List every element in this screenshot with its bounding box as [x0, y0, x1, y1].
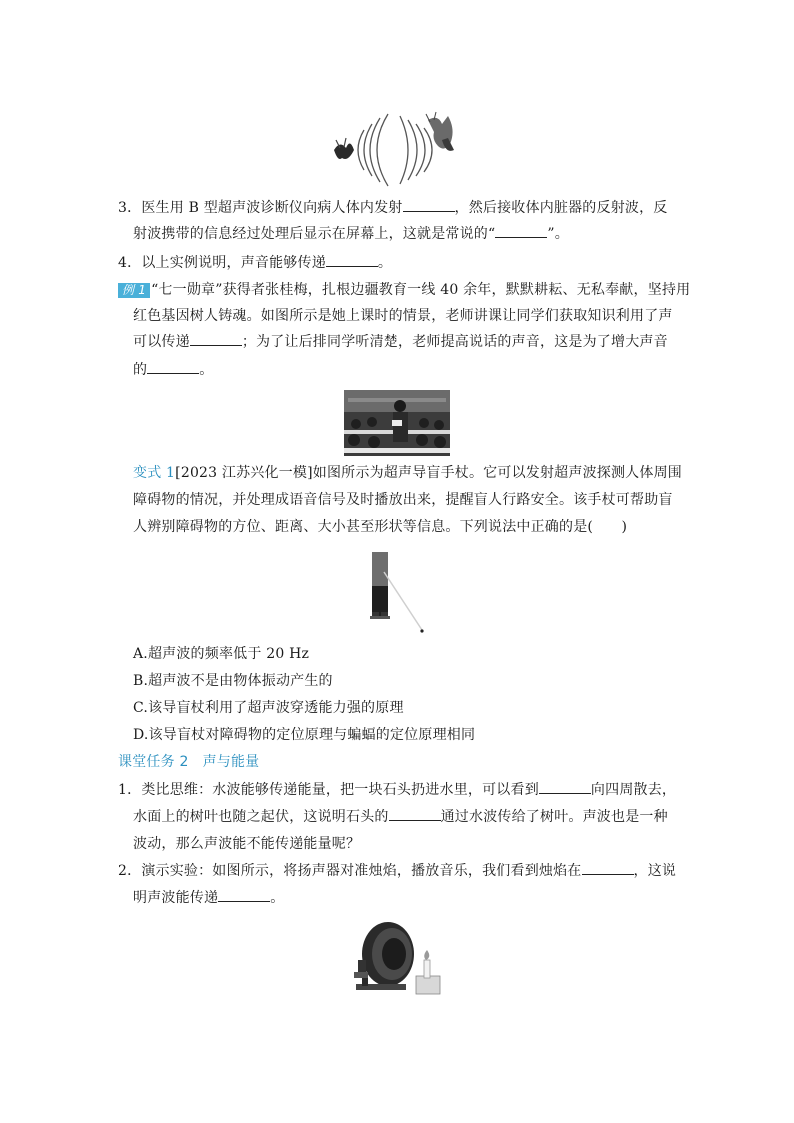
task-2-question-1-line2: 水面上的树叶也随之起伏，这说明石头的 通过水波传给了树叶。声波也是一种	[133, 804, 688, 830]
answer-blank[interactable]	[389, 806, 441, 821]
variant-1-line1: 变式 1[2023 江苏兴化一模]如图所示为超声导盲手杖。它可以发射超声波探测人体周围	[133, 465, 682, 481]
answer-blank[interactable]	[582, 860, 634, 875]
answer-blank[interactable]	[218, 887, 270, 902]
question-number: 3．	[118, 200, 142, 216]
option-a[interactable]: A.超声波的频率低于 20 Hz	[133, 646, 310, 662]
classroom-photo	[344, 390, 450, 456]
task-2-heading	[118, 749, 259, 775]
question-number: 4．	[118, 255, 142, 271]
teacher-figure	[392, 400, 408, 442]
speaker-icon	[354, 922, 414, 990]
answer-blank[interactable]	[403, 197, 455, 212]
task-2-question-2-line2: 明声波能传递 。	[133, 885, 688, 911]
task-2-question-1: 1．类比思维：水波能够传递能量，把一块石头扔进水里，可以看到 向四周散去，	[118, 777, 688, 803]
variant-1-line3: 人辨别障碍物的方位、距离、大小甚至形状等信息。下列说法中正确的是( )	[133, 519, 628, 535]
variant-1-line2: 障碍物的情况，并处理成语音信号及时播放出来，提醒盲人行路安全。该手杖可帮助盲	[133, 492, 673, 508]
example-1-line3: 可以传递 ；为了让后排同学听清楚，老师提高说话的声音，这是为了增大声音	[133, 329, 688, 355]
answer-blank[interactable]	[326, 252, 378, 267]
task-2-question-1-line3: 波动，那么声波能不能传递能量呢？	[133, 836, 361, 852]
answer-blank[interactable]	[190, 331, 242, 346]
variant-label: 变式 1	[133, 465, 176, 481]
option-c[interactable]: C.该导盲杖利用了超声波穿透能力强的原理	[133, 700, 404, 716]
task-2-question-2: 2．演示实验：如图所示，将扬声器对准烛焰，播放音乐，我们看到烛焰在 ，这说	[118, 858, 688, 884]
example-tag: 例 1	[118, 283, 150, 298]
candle-icon	[416, 950, 440, 994]
answer-blank[interactable]	[539, 779, 591, 794]
question-3: 3．医生用 B 型超声波诊断仪向病人体内发射 ，然后接收体内脏器的反射波，反	[118, 195, 678, 221]
example-1-line2: 红色基因树人铸魂。如图所示是她上课时的情景，老师讲课让同学们获取知识利用了声	[133, 308, 673, 324]
answer-blank[interactable]	[495, 223, 547, 238]
task-title: 声与能量	[202, 754, 260, 770]
option-d[interactable]: D.该导盲杖对障碍物的定位原理与蝙蝠的定位原理相同	[133, 727, 476, 743]
left-bat-icon	[334, 138, 354, 159]
ultrasonic-cane-figure	[366, 552, 428, 634]
right-bat-icon	[426, 112, 454, 151]
question-number: 1．	[118, 782, 142, 798]
question-number: 2．	[118, 863, 142, 879]
answer-blank[interactable]	[147, 359, 199, 374]
question-4: 4．以上实例说明，声音能够传递 。	[118, 250, 678, 276]
example-1-line1: 例 1 “七一勋章”获得者张桂梅，扎根边疆教育一线 40 余年，默默耕耘、无私奉献，坚持用	[118, 277, 688, 303]
speaker-candle-figure	[350, 912, 450, 1002]
sound-wave-rings	[358, 114, 432, 186]
task-label: 课堂任务 2	[118, 754, 189, 770]
example-1-line4: 的 。	[133, 357, 688, 383]
question-3-cont: 射波携带的信息经过处理后显示在屏幕上，这就是常说的“ ”。	[133, 221, 678, 247]
bats-sound-wave-figure	[330, 110, 465, 190]
option-b[interactable]: B.超声波不是由物体振动产生的	[133, 673, 333, 689]
